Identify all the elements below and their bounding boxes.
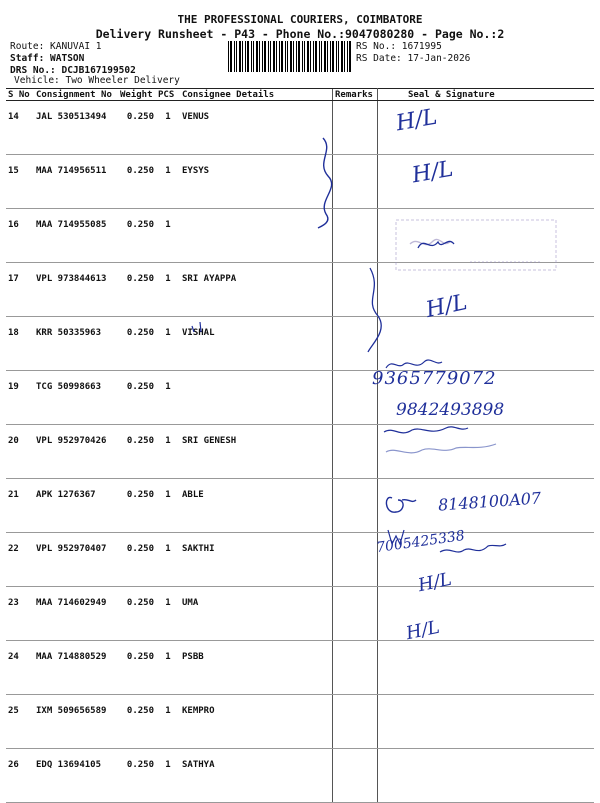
cell-cno: MAA 714955085	[34, 209, 118, 263]
signature-scribble-23	[386, 497, 416, 512]
cell-pcs: 1	[156, 155, 180, 209]
cell-sno: 14	[6, 101, 34, 155]
cell-wt: 0.250	[118, 263, 156, 317]
drs-info: DRS No.: DCJB167199502	[10, 65, 136, 76]
cell-cno: VPL 952970407	[34, 533, 118, 587]
cell-sno: 19	[6, 371, 34, 425]
cell-pcs: 1	[156, 371, 180, 425]
col-header-signature: Seal & Signature	[378, 89, 595, 101]
cell-wt: 0.250	[118, 371, 156, 425]
cell-con: EYSYS	[180, 155, 333, 209]
cell-pcs: 1	[156, 209, 180, 263]
cell-sno: 24	[6, 641, 34, 695]
hl-mark-row-14: H/L	[394, 104, 440, 137]
cell-pcs: 1	[156, 641, 180, 695]
cell-cno: MAA 714956511	[34, 155, 118, 209]
remark-brace-mark	[318, 138, 332, 228]
cell-con: KEMPRO	[180, 695, 333, 749]
company-title: THE PROFESSIONAL COURIERS, COIMBATORE	[177, 13, 423, 26]
cell-sno: 16	[6, 209, 34, 263]
cell-cno: TCG 50998663	[34, 371, 118, 425]
cell-sno: 26	[6, 749, 34, 803]
cell-wt: 0.250	[118, 425, 156, 479]
cell-sno: 21	[6, 479, 34, 533]
cell-sno: 22	[6, 533, 34, 587]
cell-wt: 0.250	[118, 209, 156, 263]
cell-wt: 0.250	[118, 101, 156, 155]
cell-sno: 23	[6, 587, 34, 641]
remark-line-mark	[368, 268, 381, 352]
cell-sno: 15	[6, 155, 34, 209]
col-header-consignee: Consignee Details	[180, 89, 333, 101]
cell-cno: VPL 952970426	[34, 425, 118, 479]
cell-pcs: 1	[156, 533, 180, 587]
rs-date: RS Date: 17-Jan-2026	[356, 53, 471, 64]
phone-handwritten-23: 8148100A07	[437, 488, 542, 515]
cell-con: SRI AYAPPA	[180, 263, 333, 317]
cell-pcs: 1	[156, 101, 180, 155]
cell-pcs: 1	[156, 317, 180, 371]
col-header-consignment: Consignment No	[34, 89, 118, 101]
rs-number: RS No.: 1671995	[356, 41, 442, 52]
cell-wt: 0.250	[118, 155, 156, 209]
cell-cno: KRR 50335963	[34, 317, 118, 371]
cell-sno: 18	[6, 317, 34, 371]
route-info: Route: KANUVAI 1	[10, 41, 102, 52]
cell-cno: VPL 973844613	[34, 263, 118, 317]
runsheet-subtitle: Delivery Runsheet - P43 - Phone No.:9047080280 - Page No.:2	[95, 27, 505, 41]
cell-pcs: 1	[156, 695, 180, 749]
cell-sno: 25	[6, 695, 34, 749]
cell-wt: 0.250	[118, 317, 156, 371]
cell-con: VISHAL	[180, 317, 333, 371]
cell-con: SRI GENESH	[180, 425, 333, 479]
hl-mark-row-26: H/L	[404, 616, 442, 645]
cell-cno: JAL 530513494	[34, 101, 118, 155]
check-mark	[192, 322, 201, 332]
cell-pcs: 1	[156, 479, 180, 533]
cell-pcs: 1	[156, 425, 180, 479]
cell-con: VENUS	[180, 101, 333, 155]
cell-wt: 0.250	[118, 749, 156, 803]
cell-pcs: 1	[156, 749, 180, 803]
cell-pcs: 1	[156, 263, 180, 317]
cell-wt: 0.250	[118, 641, 156, 695]
staff-info: Staff: WATSON	[10, 53, 85, 64]
cell-wt: 0.250	[118, 695, 156, 749]
signature-scribble-20	[386, 360, 442, 368]
cell-con: SATHYA	[180, 749, 333, 803]
phone-handwritten-24: 7005425338	[375, 527, 466, 557]
cell-wt: 0.250	[118, 587, 156, 641]
hl-mark-row-25: H/L	[416, 568, 454, 597]
cell-cno: MAA 714602949	[34, 587, 118, 641]
col-header-weight: Weight	[118, 89, 156, 101]
col-header-sno: S No	[6, 89, 34, 101]
cell-con: ABLE	[180, 479, 333, 533]
cell-con: SAKTHI	[180, 533, 333, 587]
cell-cno: IXM 509656589	[34, 695, 118, 749]
col-header-pcs: PCS	[156, 89, 180, 101]
cell-cno: MAA 714880529	[34, 641, 118, 695]
cell-cno: EDQ 13694105	[34, 749, 118, 803]
cell-con: PSBB	[180, 641, 333, 695]
col-header-remarks: Remarks	[333, 89, 378, 101]
cell-wt: 0.250	[118, 533, 156, 587]
vehicle-info: Vehicle: Two Wheeler Delivery	[14, 75, 180, 86]
cell-con: UMA	[180, 587, 333, 641]
cell-pcs: 1	[156, 587, 180, 641]
cell-wt: 0.250	[118, 479, 156, 533]
hl-mark-row-15: H/L	[410, 156, 456, 189]
cell-cno: APK 1276367	[34, 479, 118, 533]
phone-handwritten-21: 9842493898	[396, 400, 505, 420]
cell-sno: 20	[6, 425, 34, 479]
signature-scribble-21	[384, 427, 468, 433]
signature-scribble-22	[386, 444, 496, 453]
hl-mark-row-18: H/L	[423, 289, 470, 324]
phone-handwritten-20: 9365779072	[372, 368, 497, 389]
cell-sno: 17	[6, 263, 34, 317]
